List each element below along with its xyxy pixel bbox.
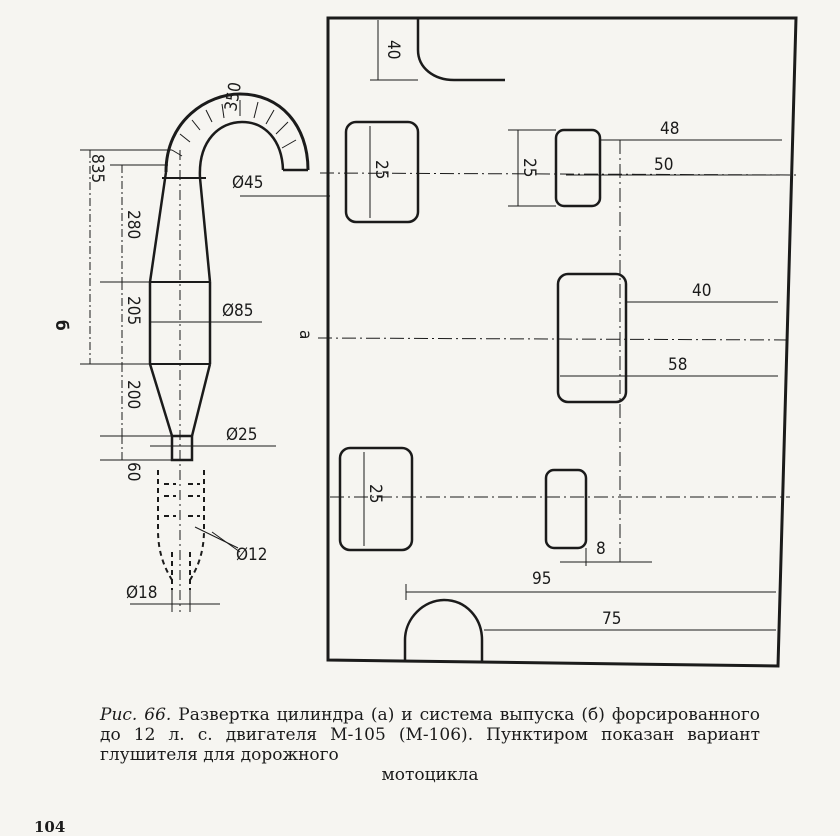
- dim-835-label: 835: [87, 154, 107, 184]
- dim-diam25-label: Ø25: [226, 425, 258, 445]
- figure-caption: [100, 705, 760, 785]
- exhaust-system: [80, 94, 330, 612]
- dim-left-lower-25-label: 25: [365, 484, 385, 504]
- dim-205-label: 205: [123, 296, 143, 326]
- caption-last-line: мотоцикла: [381, 765, 479, 785]
- road-muffler-variant: [158, 470, 204, 590]
- view-label-b: б: [51, 320, 71, 331]
- dim-diam85-label: Ø85: [222, 301, 254, 321]
- dim-50-label: 50: [654, 155, 674, 175]
- dim-40-label: 40: [692, 281, 712, 301]
- bottom-port: [405, 600, 482, 662]
- cylinder-outline: [328, 18, 796, 666]
- top-port: [418, 18, 505, 80]
- dim-95-label: 95: [532, 569, 552, 589]
- dim-diam18-label: Ø18: [126, 583, 158, 603]
- tail-pipe: [172, 436, 192, 460]
- view-label-a: а: [295, 330, 315, 340]
- dim-58-label: 58: [668, 355, 688, 375]
- right-middle-port: [558, 274, 626, 402]
- dim-mid-upper-25-label: 25: [519, 158, 539, 178]
- dim-280-label: 280: [123, 210, 143, 240]
- small-lower-port: [546, 470, 586, 548]
- dim-60-label: 60: [123, 462, 143, 482]
- page-number: 104: [34, 818, 66, 836]
- dim-diam45-label: Ø45: [232, 173, 264, 193]
- caption-text: Развертка цилиндра (а) и система выпуска (б) форсированного до 12 л. с. двигателя М-105 (М-106). Пунктиром показан вариант глушителя для дорожного: [100, 705, 760, 765]
- dim-left-upper-25-label: 25: [371, 160, 391, 180]
- dim-top-40-label: 40: [383, 40, 403, 60]
- dim-350-label: 350: [221, 80, 246, 113]
- mid-upper-port: [556, 130, 600, 206]
- dim-200-label: 200: [123, 380, 143, 410]
- cylinder-development: [318, 18, 796, 666]
- dim-diam12-label: Ø12: [236, 545, 268, 565]
- figure-label: Рис. 66.: [100, 705, 172, 725]
- dim-8-label: 8: [596, 539, 606, 559]
- exhaust-bend-inner: [200, 122, 283, 178]
- dim-48-label: 48: [660, 119, 680, 139]
- dim-75-label: 75: [602, 609, 622, 629]
